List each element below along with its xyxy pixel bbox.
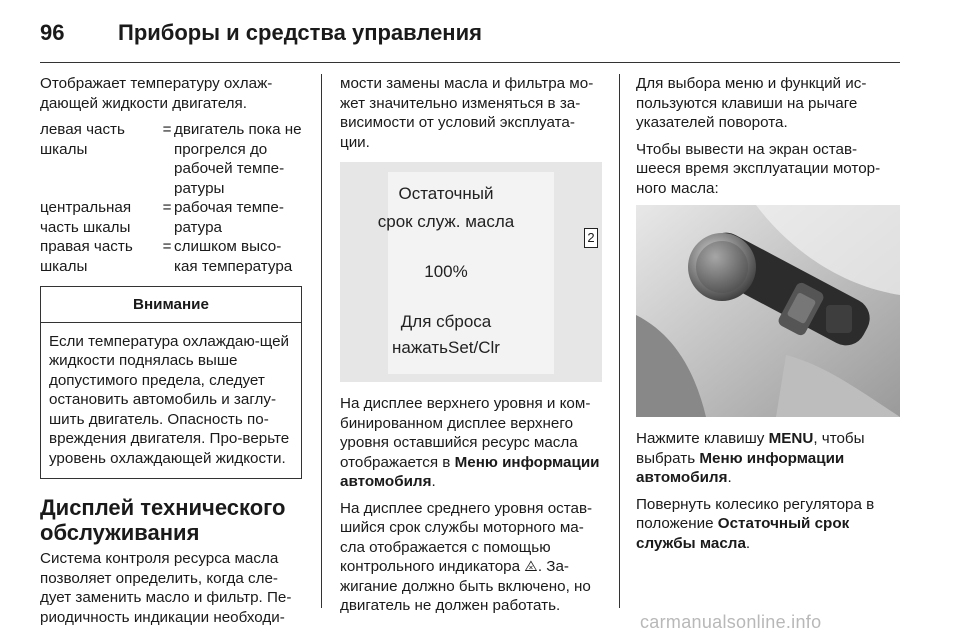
column-middle: [340, 74, 602, 623]
menu-key-label: MENU: [768, 430, 814, 447]
legend-row: [40, 120, 302, 198]
lever-illustration: [636, 205, 900, 417]
column-right: [636, 74, 900, 560]
warning-note-box: [40, 286, 302, 479]
legend-term: центральная часть шкалы: [40, 199, 132, 236]
watermark: carmanualsonline.info: [640, 612, 822, 632]
show-oil-life-paragraph: Чтобы вывести на экран остав-шееся время эксплуатации мотор-ного масла:: [636, 140, 881, 197]
legend-equals: =: [162, 238, 172, 255]
display-line-5: нажатьSet/Clr: [392, 338, 500, 357]
text-run: Повернуть колесико регулятора в положение: [636, 495, 875, 532]
legend-term: левая часть шкалы: [40, 121, 125, 158]
upper-level-display-paragraph: [340, 394, 602, 492]
text-run: .: [431, 473, 436, 490]
section-title: Дисплей технического обслуживания: [40, 495, 286, 545]
menu-keys-paragraph: Для выбора меню и функций ис-пользуются клавиши на рычаге указателей поворота.: [636, 75, 867, 131]
press-menu-paragraph: [636, 429, 900, 488]
bold-term: Меню информации автомобиля: [636, 449, 845, 486]
temperature-legend: [40, 120, 302, 276]
legend-term: правая часть шкалы: [40, 238, 133, 275]
warning-note-title: Внимание: [41, 287, 301, 323]
legend-definition: слишком высо-кая температура: [174, 238, 293, 275]
mid-level-display-paragraph: [340, 499, 602, 616]
legend-equals: =: [162, 121, 172, 138]
display-page-badge: 2: [584, 228, 598, 248]
text-run: Нажмите клавишу: [636, 430, 769, 447]
column-divider-1: [321, 74, 322, 608]
warning-note-body: Если температура охлаждаю-щей жидкости поднялась выше допустимого предела, следует остановить автомобиль и заглу-шить двигатель. Опасность по-вреждения двигателя. Про-верьте уровень охлаждающей жидкости.: [49, 332, 290, 467]
turn-signal-lever-photo: [636, 205, 900, 417]
bold-term: Меню информации автомобиля: [340, 453, 600, 490]
text-run: .: [745, 534, 751, 552]
header-rule: [40, 62, 900, 63]
turn-wheel-paragraph: [636, 495, 900, 554]
legend-equals: =: [162, 199, 172, 216]
text-run: . За-жигание должно быть включено, но двигатель не должен работать.: [340, 558, 591, 614]
section-paragraph: Система контроля ресурса масла позволяет определить, когда сле-дует заменить масло и фильтр. Пе-риодичность индикации необходи-: [40, 550, 292, 626]
intro-paragraph: Отображает температуру охлаж-дающей жидкости двигателя.: [40, 75, 273, 112]
page-number: 96: [40, 20, 65, 45]
legend-row: [40, 198, 302, 237]
text-run: На дисплее среднего уровня остав-шийся срок службы моторного ма-сла отображается с помощью контрольного индикатора: [340, 499, 593, 575]
oil-change-indicator-icon: ⨻: [524, 558, 538, 575]
page-header-title: Приборы и средства управления: [118, 20, 482, 45]
display-line-2: срок служ. масла: [377, 212, 515, 231]
legend-row: [40, 237, 302, 276]
column-divider-2: [619, 74, 620, 608]
display-line-4: Для сброса: [400, 312, 492, 331]
legend-definition: рабочая темпе-ратура: [174, 199, 284, 236]
display-percent: 100%: [424, 262, 468, 281]
text-run: На дисплее верхнего уровня и ком-бинированном дисплее верхнего уровня оставшийся ресурс масла отображается в: [340, 395, 591, 471]
column-left: [40, 74, 302, 634]
legend-definition: двигатель пока не прогрелся до рабочей темпе-ратуры: [174, 121, 302, 197]
display-line-1: Остаточный: [398, 184, 494, 203]
bold-term: Остаточный срок службы масла: [636, 515, 850, 552]
text-run: .: [727, 469, 732, 486]
oil-interval-paragraph: мости замены масла и фильтра мо-жет значительно изменяться в за-висимости от условий эксплуата-ции.: [340, 75, 594, 151]
text-run: , чтобы выбрать: [636, 430, 865, 467]
oil-life-display-illustration: [340, 162, 602, 382]
